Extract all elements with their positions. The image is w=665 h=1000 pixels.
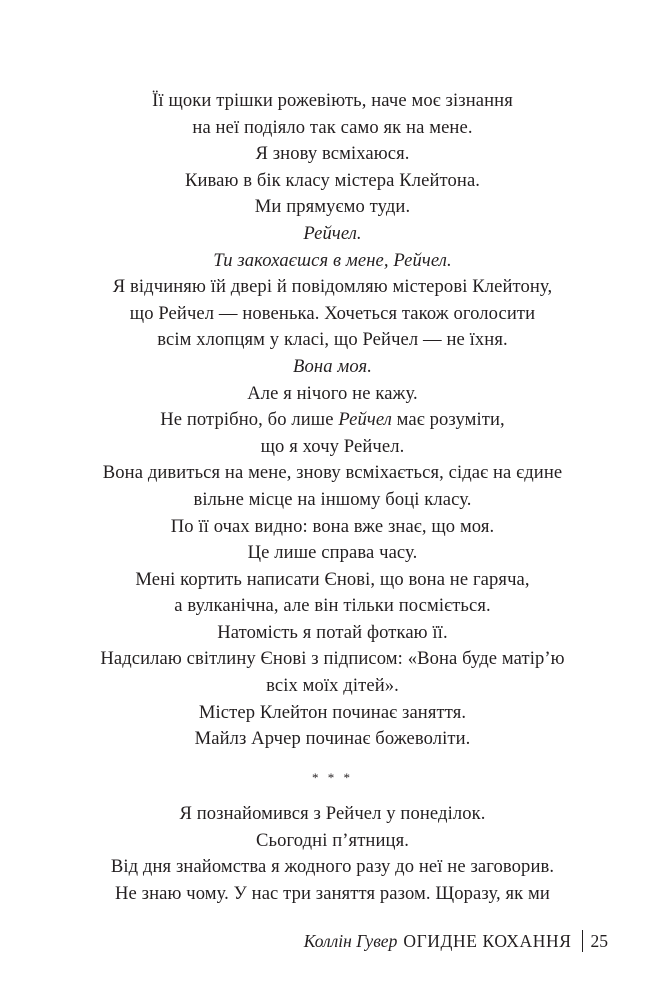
text-line: Натомість я потай фоткаю її.: [217, 621, 448, 643]
text-line-italic: [0, 248, 665, 275]
text-line-mixed: [0, 407, 665, 434]
text-line-italic: [0, 221, 665, 248]
body-text-block-2: [0, 801, 665, 907]
italic-text: Рейчел: [338, 409, 392, 431]
text-line: Я знову всміхаюся.: [255, 143, 410, 165]
footer-divider: [582, 930, 583, 952]
text-line: а вулканічна, але він тільки посміється.: [174, 595, 491, 617]
text-line: Вона дивиться на мене, знову всміхається, сідає на єдине: [102, 462, 563, 484]
text-line-italic: [0, 354, 665, 381]
text-line: Містер Клейтон починає заняття.: [198, 701, 467, 723]
text-line: Від дня знайомства я жодного разу до неї не заговорив.: [110, 856, 555, 878]
text-line: Я познайомився з Рейчел у понеділок.: [179, 803, 486, 824]
page-footer: [304, 930, 608, 952]
text-line: Не знаю чому. У нас три заняття разом. Щоразу, як ми: [115, 882, 550, 904]
footer-author: Коллін Гувер: [303, 931, 398, 951]
text-line: Це лише справа часу.: [247, 542, 418, 564]
italic-text: Рейчел.: [303, 222, 362, 244]
text-line: що я хочу Рейчел.: [260, 435, 405, 457]
text-line: Мені кортить написати Єнові, що вона не гаряча,: [135, 568, 530, 590]
text-line: Майлз Арчер починає божеволіти.: [194, 728, 471, 750]
page-number: 25: [590, 931, 608, 951]
text-line: Її щоки трішки рожевіють, наче моє зізнання: [152, 90, 513, 111]
text-line: По її очах видно: вона вже знає, що моя.: [170, 515, 495, 537]
text-segment: має розуміти,: [391, 409, 505, 431]
text-line: всіх моїх дітей».: [266, 675, 399, 697]
text-line: Сьогодні п’ятниця.: [255, 829, 409, 851]
section-separator: * * *: [312, 770, 353, 785]
italic-text: Вона моя.: [293, 355, 372, 377]
italic-text: Ти закохаєшся в мене, Рейчел.: [213, 249, 452, 271]
text-line: Надсилаю світлину Єнові з підписом: «Вона буде матір’ю: [100, 648, 565, 670]
text-line: вільне місце на іншому боці класу.: [193, 488, 472, 510]
body-text-block-1: [0, 88, 665, 753]
text-line: Ми прямуємо туди.: [254, 196, 411, 218]
text-segment: Не потрібно, бо лише: [160, 409, 339, 431]
text-line: що Рейчел — новенька. Хочеться також оголосити: [129, 302, 536, 324]
text-line: всім хлопцям у класі, що Рейчел — не їхня.: [157, 329, 508, 351]
text-line: Киваю в бік класу містера Клейтона.: [184, 169, 481, 191]
text-line: Я відчиняю їй двері й повідомляю містерові Клейтону,: [112, 276, 553, 298]
text-line: Але я нічого не кажу.: [247, 382, 418, 404]
text-line: на неї подіяло так само як на мене.: [192, 116, 473, 138]
footer-book-title: ОГИДНЕ КОХАННЯ: [403, 931, 572, 951]
